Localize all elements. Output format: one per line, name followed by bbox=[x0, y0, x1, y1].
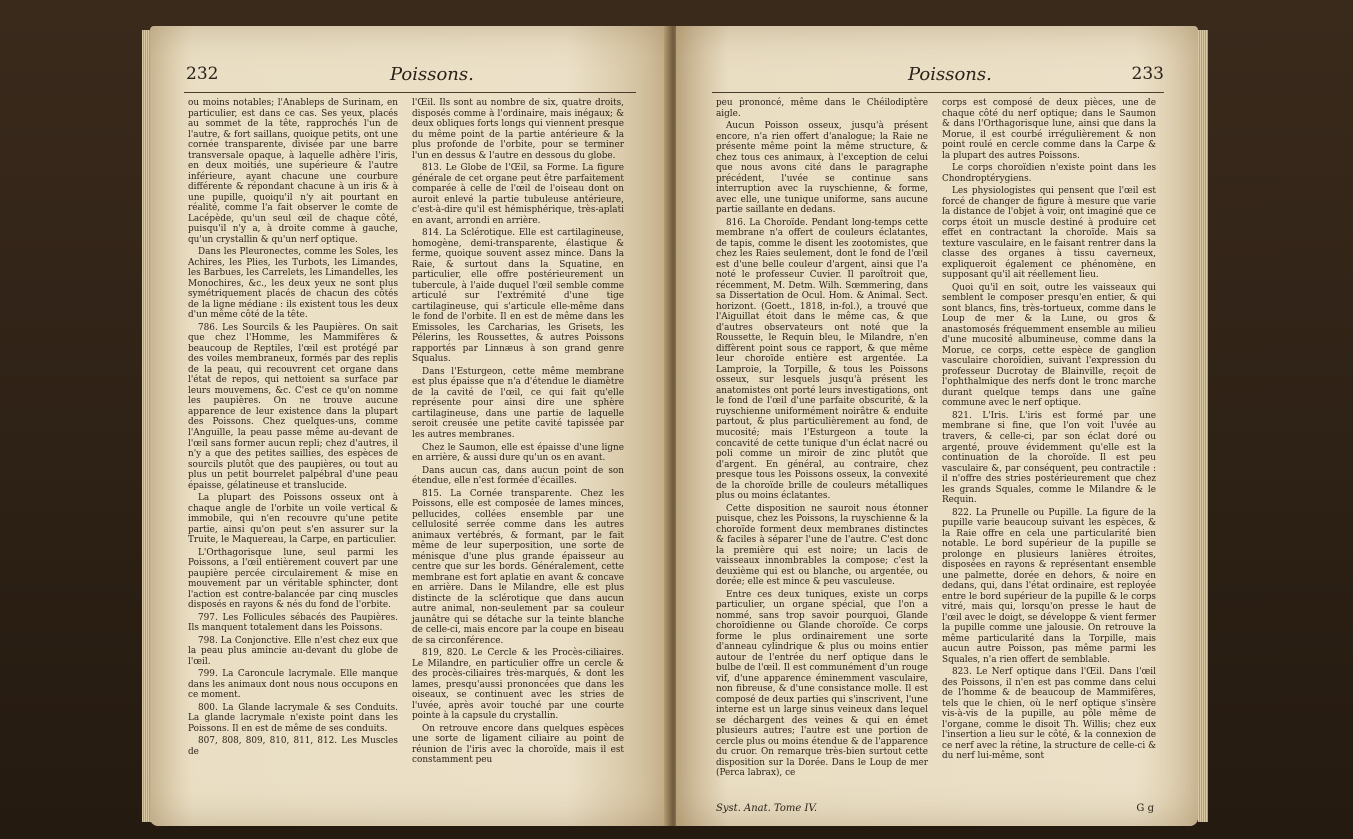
paragraph: 799. La Caroncule lacrymale. Elle manque dans les animaux dont nous nous occupons en ce moment. bbox=[188, 669, 398, 701]
paragraph: 822. La Prunelle ou Pupille. La figure de la pupille varie beaucoup suivant les espèces, & la Raie offre en cela une particularité bien notable. Le bord supérieur de la pupille se prolonge en plusieurs lanières étroites, disposées en rayons & représentant ensemble une palmette, dorée en dehors, & noire en dedans, qui, dans l'état ordinaire, est reployée entre le bord supérieur de la pupille & le corps vitré, mais qui, lorsqu'on presse le haut de l'œil avec le doigt, se développe & vient fermer la pupille comme une jalousie. On retrouve la même particularité dans la Torpille, mais aucun autre Poisson, pas même parmi les Squales, n'a rien offert de semblable. bbox=[942, 507, 1156, 665]
paragraph: corps est composé de deux pièces, une de chaque côté du nerf optique; dans le Saumon & dans l'Orthagorisque lune, ainsi que dans la Morue, il est courbé irrégulièrement & non point roulé en cercle comme dans la Carpe & la plupart des autres Poissons. bbox=[942, 98, 1156, 161]
paragraph: Quoi qu'il en soit, outre les vaisseaux qui semblent le composer presqu'en entier, & qui sont blancs, fins, très-tortueux, comme dans le Loup de mer & la Lune, ou gros & anastomosés fréquemment ensemble au milieu d'une mucosité albumineuse, comme dans la Morue, ce corps, cette espèce de ganglion vasculaire choroïdien, suivant l'expression du professeur Ducrotay de Blainville, reçoit de l'ophthalmique des nerfs dont le tronc marche durant quelque temps dans une gaîne commune avec le nerf optique. bbox=[942, 282, 1156, 409]
paragraph: 798. La Conjonctive. Elle n'est chez eux que la peau plus amincie au-devant du globe de l'œil. bbox=[188, 635, 398, 667]
right-page-edges bbox=[1198, 30, 1208, 822]
paragraph: Chez le Saumon, elle est épaisse d'une ligne en arrière, & aussi dure qu'un os en avant. bbox=[412, 442, 624, 464]
right-page bbox=[676, 26, 1198, 826]
paragraph: 823. Le Nerf optique dans l'Œil. Dans l'œil des Poissons, il n'en est pas comme dans celui de l'homme & de beaucoup de Mammifères, tels que le chien, où le nerf optique s'insère vis-à-vis de la pupille, au pôle même de l'organe, comme le disoit Th. Willis; chez eux l'insertion a lieu sur le côté, & la connexion de ce nerf avec la rétine, la structure de celle-ci & du nerf lui-même, sont bbox=[942, 667, 1156, 762]
paragraph: Dans aucun cas, dans aucun point de son étendue, elle n'est formée d'écailles. bbox=[412, 465, 624, 487]
paragraph: Le corps choroïdien n'existe point dans les Chondroptérygiens. bbox=[942, 163, 1156, 184]
paragraph: ou moins notables; l'Anableps de Surinam, en particulier, est dans ce cas. Ses yeux, placés au sommet de la tête, rapprochés l'un de l'autre, & fort saillans, quoique petits, ont une cornée transparente, divisée par une barre transversale opaque, à laquelle adhère l'iris, en deux moitiés, une supérieure & l'autre inférieure, ayant chacune une courbure différente & répondant chacune à un iris & à une pupille, quoiqu'il n'y ait pourtant en réalité, comme l'a fait observer le comte de Lacépède, qu'un seul œil de chaque côté, puisqu'il n'y a, à droite comme à gauche, qu'un crystallin & qu'un nerf optique. bbox=[188, 98, 398, 245]
footer-signature: Syst. Anat. Tome IV. bbox=[716, 803, 818, 814]
paragraph: La plupart des Poissons osseux ont à chaque angle de l'orbite un voile vertical & immobile, qui n'en recouvre qu'une petite partie, ainsi qu'on peut s'en assurer sur la Truite, le Maquereau, la Carpe, en particulier. bbox=[188, 493, 398, 546]
paragraph: Dans les Pleuronectes, comme les Soles, les Achires, les Plies, les Turbots, les Limandes, les Barbues, les Carrelets, les Limandelles, les Monochires, &c., les deux yeux ne sont plus symétriquement placés de chacun des côtés de la ligne médiane : ils existent tous les deux d'un même côté de la tête. bbox=[188, 247, 398, 321]
right-running-title: Poissons. bbox=[908, 64, 992, 85]
paragraph: Cette disposition ne sauroit nous étonner puisque, chez les Poissons, la ruyschienne & la choroïde forment deux membranes distinctes & faciles à séparer l'une de l'autre. C'est donc la première qui est noire; un lacis de vaisseaux innombrables la compose; c'est la deuxième qui est ou blanche, ou argentée, ou dorée; elle est mince & peu vasculeuse. bbox=[716, 503, 928, 588]
paragraph: peu prononcé, même dans le Chéilodiptère aigle. bbox=[716, 98, 928, 119]
right-column-1 bbox=[716, 98, 928, 781]
paragraph: 819, 820. Le Cercle & les Procès-ciliaires. Le Milandre, en particulier offre un cercle & des procès-ciliaires très-marqués, & dont les lames, presqu'aussi prononcées que dans les oiseaux, se continuent avec les stries de l'uvée, après avoir touché par une courte pointe à la capsule du crystallin. bbox=[412, 648, 624, 722]
paragraph: 814. La Sclérotique. Elle est cartilagineuse, homogène, demi-transparente, élastique & ferme, quoique souvent assez mince. Dans la Raie, & surtout dans la Squatine, en particulier, elle offre postérieurement un tubercule, à l'aide duquel l'œil semble comme articulé sur l'extrémité d'une tige cartilagineuse, qui s'articule elle-même dans le fond de l'orbite. Il en est de même dans les Emissoles, les Carcharias, les Grisets, les Pélerins, les Roussettes, & autres Poissons rapportés par Linnæus à son grand genre Squalus. bbox=[412, 228, 624, 365]
footer-signature-line bbox=[716, 803, 817, 814]
paragraph: 816. La Choroïde. Pendant long-temps cette membrane n'a offert de couleurs éclatantes, de tapis, comme le disent les zootomistes, que chez les Raies seulement, dont le fond de l'œil est d'une belle couleur d'argent, ainsi que l'a noté le professeur Cuvier. Il paroîtroit que, récemment, M. Detm. Wilh. Sœmmering, dans sa Dissertation de Ocul. Hom. & Animal. Sect. horizont. (Goett., 1818, in-fol.), a trouvé que l'Aiguillat étoit dans le même cas, & que d'autres observateurs ont noté que la Roussette, le Requin bleu, le Milandre, n'en diffèrent point sous ce rapport, & que même leur choroïde entière est argentée. La Lamproie, la Torpille, & tous les Poissons osseux, sur lesquels jusqu'à présent les anatomistes ont porté leurs investigations, ont le fond de l'œil d'une parfaite obscurité, & la ruyschienne uniformément noirâtre & enduite partout, & plus particulièrement au fond, de mucosité; mais l'Esturgeon a toute la concavité de cette tunique d'un éclat nacré ou poli comme un miroir de zinc plutôt que d'argent. En général, au contraire, chez presque tous les Poissons osseux, la convexité de la choroïde brille de couleurs métalliques plus ou moins éclatantes. bbox=[716, 217, 928, 502]
paragraph: Entre ces deux tuniques, existe un corps particulier, un organe spécial, que l'on a nommé, sans trop savoir pourquoi, Glande choroïdienne ou Glande choroïde. Ce corps forme le plus ordinairement une sorte d'anneau cylindrique & plus ou moins entier autour de l'entrée du nerf optique dans le bulbe de l'œil. Il est communément d'un rouge vif, d'une apparence éminemment vasculaire, non fibreuse, & d'une consistance molle. Il est composé de deux parties qui s'inscrivent, l'une interne est un large sinus veineux dans lequel se déchargent des veines & qui en émet plusieurs autres; l'autre est une portion de cercle plus ou moins étendue & de l'apparence du cruor. On remarque très-bien surtout cette disposition sur la Dorée. Dans le Loup de mer (Perca labrax), ce bbox=[716, 589, 928, 779]
left-page-header bbox=[150, 64, 670, 92]
paragraph: L'Orthagorisque lune, seul parmi les Poissons, a l'œil entièrement couvert par une paupière percée circulairement & mise en mouvement par un véritable sphincter, dont l'action est contre-balancée par cinq muscles disposés en rayons & nés du fond de l'orbite. bbox=[188, 547, 398, 611]
left-page-number: 232 bbox=[186, 64, 219, 84]
left-column-2 bbox=[412, 98, 624, 768]
left-running-title: Poissons. bbox=[390, 64, 474, 85]
left-header-rule bbox=[184, 92, 636, 93]
paragraph: On retrouve encore dans quelques espèces une sorte de ligament ciliaire au point de réunion de l'iris avec la choroïde, mais il est constamment peu bbox=[412, 723, 624, 766]
right-header-rule bbox=[712, 92, 1164, 93]
paragraph: 786. Les Sourcils & les Paupières. On sait que chez l'Homme, les Mammifères & beaucoup de Reptiles, l'œil est protégé par des voiles membraneux, formés par des replis de la peau, qui recouvrent cet organe dans l'état de repos, qui nettoient sa surface par leurs mouvemens, &c. C'est ce qu'on nomme les paupières. On ne trouve aucune apparence de leur existence dans la plupart des Poissons. Chez quelques-uns, comme l'Anguille, la peau passe même au-devant de l'œil sans former aucun repli; chez d'autres, il n'y a que des petites saillies, des espèces de sourcils plutôt que des paupières, ou tout au plus un petit bourrelet palpébral d'une peau épaisse, gélatineuse et translucide. bbox=[188, 322, 398, 491]
paragraph: 821. L'Iris. L'iris est formé par une membrane si fine, que l'on voit l'uvée au travers, & celle-ci, par son éclat doré ou argenté, prouve évidemment qu'elle est la continuation de la choroïde. Il est peu vasculaire &, par conséquent, peu contractile : il n'offre des stries postérieurement que chez les grands Squales, comme le Milandre & le Requin. bbox=[942, 410, 1156, 506]
paragraph: Aucun Poisson osseux, jusqu'à présent encore, n'a rien offert d'analogue; la Raie ne présente même point la même structure, & chez tous ces animaux, à l'exception de celui que nous avons cité dans le paragraphe précédent, l'uvée se continue sans interruption avec la ruyschienne, & forme, avec elle, une tunique uniforme, sans aucune partie saillante en dedans. bbox=[716, 121, 928, 216]
right-page-header bbox=[676, 64, 1198, 92]
paragraph: Dans l'Esturgeon, cette même membrane est plus épaisse que n'a d'étendue le diamètre de la cavité de l'œil, ce qui fait qu'elle représente pour ainsi dire une sphère cartilagineuse, dans une partie de laquelle seroit creusée une petite cavité tapissée par les autres membranes. bbox=[412, 366, 624, 440]
paragraph: Les physiologistes qui pensent que l'œil est forcé de changer de figure à mesure que varie la distance de l'objet à voir, ont imaginé que ce corps étoit un muscle destiné à produire cet effet en contractant la choroïde. Mais sa texture vasculaire, en le faisant rentrer dans la classe des organes à tissu caverneux, expliqueroit également ce phénomène, en supposant qu'il ait réellement lieu. bbox=[942, 186, 1156, 281]
paragraph: 807, 808, 809, 810, 811, 812. Les Muscles de bbox=[188, 736, 398, 757]
paragraph: 800. La Glande lacrymale & ses Conduits. La glande lacrymale n'existe point dans les Poissons. Il en est de même de ses conduits. bbox=[188, 702, 398, 734]
left-page bbox=[150, 26, 670, 826]
right-column-2 bbox=[942, 98, 1156, 764]
footer-sheet: G g bbox=[1136, 803, 1154, 814]
footer-sheet-mark bbox=[1136, 803, 1154, 814]
paragraph: 813. Le Globe de l'Œil, sa Forme. La figure générale de cet organe peut être parfaitement comparée à celle de l'œil de l'oiseau dont on auroit enlevé la partie tubuleuse antérieure, c'est-à-dire qu'il est hémisphérique, très-aplati en avant, arrondi en arrière. bbox=[412, 163, 624, 226]
paragraph: 797. Les Follicules sébacés des Paupières. Ils manquent totalement dans les Poissons. bbox=[188, 612, 398, 634]
left-column-1 bbox=[188, 98, 398, 759]
paragraph: 815. La Cornée transparente. Chez les Poissons, elle est composée de lames minces, pellucides, collées ensemble par une cellulosité serrée comme dans les autres animaux vertébrés, & formant, par le fait même de leur superposition, une sorte de ménisque d'une plus grande épaisseur au centre que sur les bords. Généralement, cette membrane est fort aplatie en avant & concave en arrière. Dans le Milandre, elle est plus distincte de la sclérotique que dans aucun autre animal, non-seulement par sa couleur jaunâtre qui se détache sur la teinte blanche de celle-ci, mais encore par la coupe en biseau de sa circonférence. bbox=[412, 488, 624, 646]
right-page-number: 233 bbox=[1131, 64, 1164, 84]
paragraph: l'Œil. Ils sont au nombre de six, quatre droits, disposés comme à l'ordinaire, mais inégaux; & deux obliques forts longs qui viennent presque du même point de la partie antérieure & la plus profonde de l'orbite, pour se terminer l'un en dessus & l'autre en dessous du globe. bbox=[412, 98, 624, 161]
